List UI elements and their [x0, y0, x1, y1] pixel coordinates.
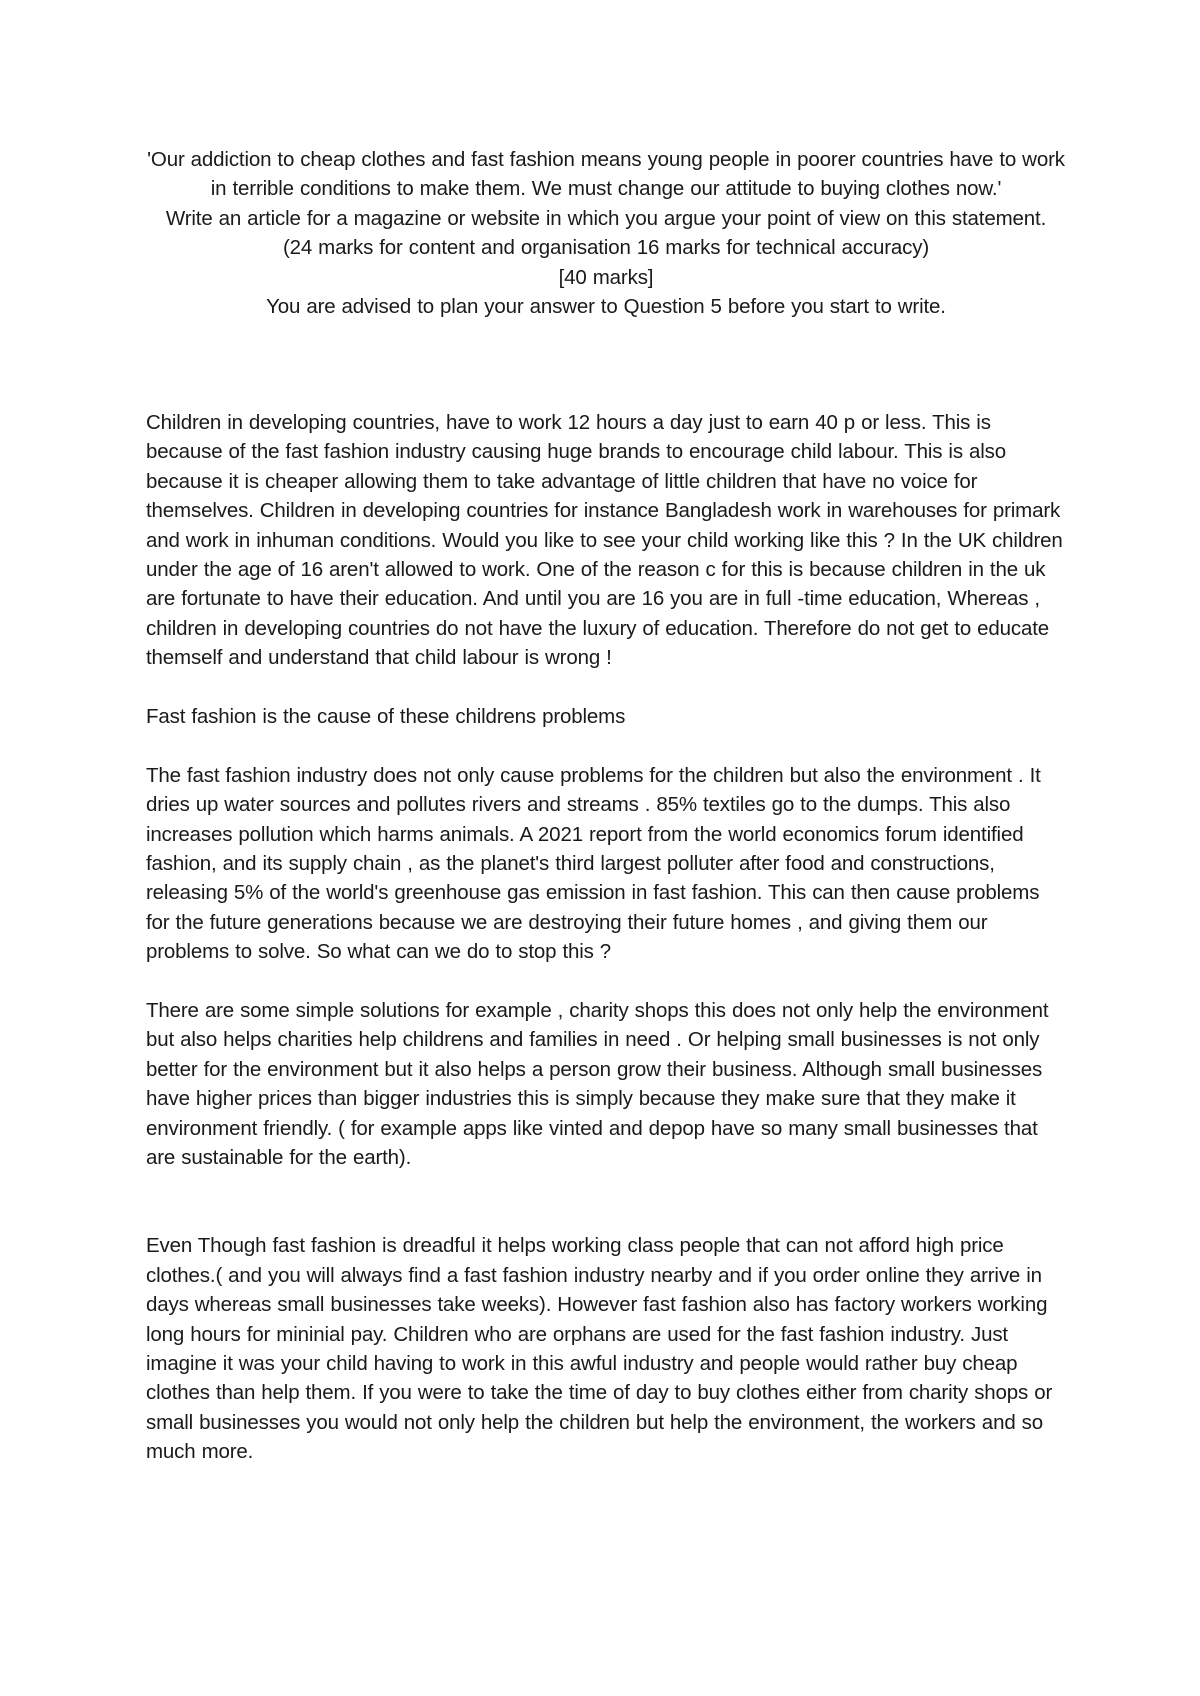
prompt-advice: You are advised to plan your answer to Question 5 before you start to write. — [266, 295, 946, 319]
prompt-marks-breakdown: (24 marks for content and organisation 16 marks for technical accuracy) — [282, 236, 930, 260]
essay-body — [146, 408, 1066, 1496]
essay-paragraph-4: Even Though fast fashion is dreadful it helps working class people that can not afford high price clothes.( and you will always find a fast fashion industry nearby and if you order online they arrive in days whereas small businesses take weeks). However fast fashion also has factory workers working long hours for mininial pay. Children who are orphans are used for the fast fashion industry. Just imagine it was your child having to work in this awful industry and people would rather buy cheap clothes than help them. If you were to take the time of day to buy clothes either from charity shops or small businesses you would not only help the children but help the environment, the workers and so much more. — [146, 1234, 1053, 1464]
essay-subheading: Fast fashion is the cause of these childrens problems — [146, 705, 626, 729]
essay-paragraph-2: The fast fashion industry does not only cause problems for the children but also the environment . It dries up water sources and pollutes rivers and streams . 85% textiles go to the dumps. This also increases pollution which harms animals. A 2021 report from the world economics forum identified fashion, and its supply chain , as the planet's third largest polluter after food and constructions, releasing 5% of the world's greenhouse gas emission in fast fashion. This can then cause problems for the future generations because we are destroying their future homes , and giving them our problems to solve. So what can we do to stop this ? — [146, 763, 1041, 964]
exam-prompt — [146, 145, 1066, 321]
prompt-task: Write an article for a magazine or website in which you argue your point of view on this statement. — [165, 206, 1047, 230]
essay-paragraph-3: There are some simple solutions for example , charity shops this does not only help the environment but also helps charities help childrens and families in need . Or helping small businesses is not only better for the environment but it also helps a person grow their business. Although small businesses have higher prices than bigger industries this is simply because they make sure that they make it environment friendly. ( for example apps like vinted and depop have so many small businesses that are sustainable for the earth). — [146, 999, 1049, 1170]
prompt-total-marks: [40 marks] — [558, 265, 654, 289]
prompt-quote: 'Our addiction to cheap clothes and fast fashion means young people in poorer countries have to work in terrible conditions to make them. We must change our attitude to buying clothes now.' — [147, 148, 1065, 201]
essay-paragraph-1: Children in developing countries, have to work 12 hours a day just to earn 40 p or less. This is because of the fast fashion industry causing huge brands to encourage child labour. This is also because it is cheaper allowing them to take advantage of little children that have no voice for themselves. Children in developing countries for instance Bangladesh work in warehouses for primark and work in inhuman conditions. Would you like to see your child working like this ? In the UK children under the age of 16 aren't allowed to work. One of the reason c for this is because children in the uk are fortunate to have their education. And until you are 16 you are in full -time education, Whereas , children in developing countries do not have the luxury of education. Therefore do not get to educate themself and understand that child labour is wrong ! — [146, 411, 1063, 670]
